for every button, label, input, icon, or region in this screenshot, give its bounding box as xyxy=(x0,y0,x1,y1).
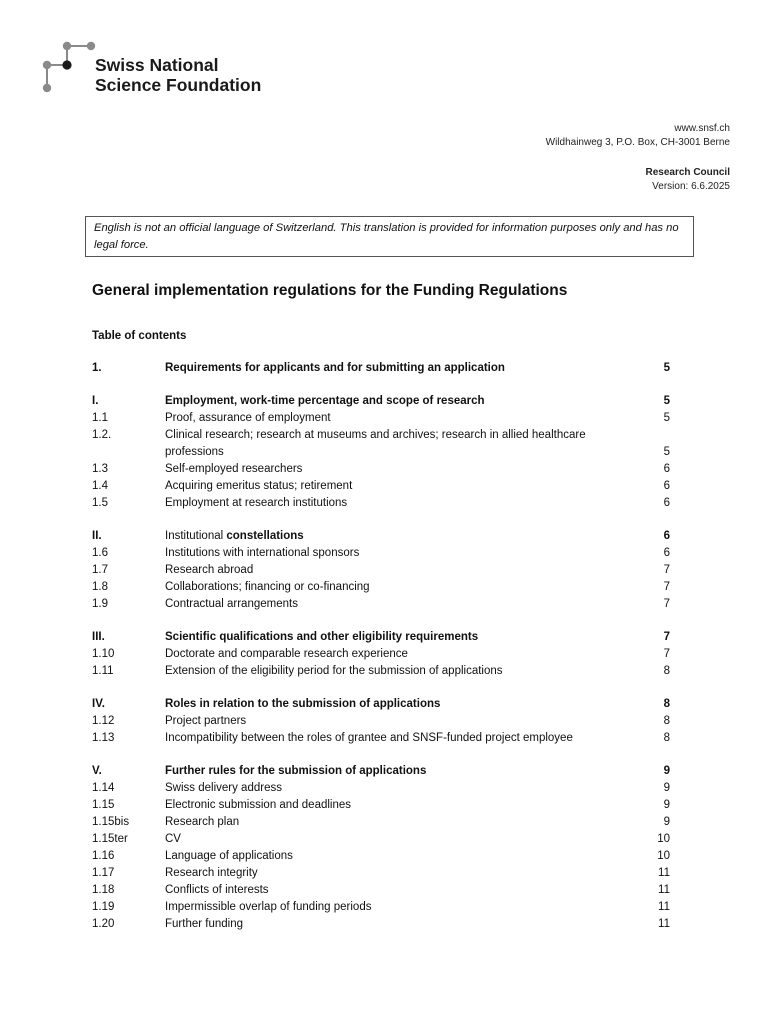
toc-number: 1.5 xyxy=(92,497,108,509)
toc-number: 1.6 xyxy=(92,547,108,559)
toc-number: III. xyxy=(92,631,105,643)
toc-title: Research integrity xyxy=(165,867,258,879)
toc-page: 7 xyxy=(663,581,670,593)
header-meta xyxy=(546,122,730,194)
toc-number: 1.14 xyxy=(92,782,115,794)
toc-number: I. xyxy=(92,395,99,407)
toc-title: Employment at research institutions xyxy=(165,497,348,509)
toc-entry-1-18[interactable] xyxy=(92,882,670,899)
toc-title-part-b: constellations xyxy=(226,530,304,542)
toc-entry-1-15ter[interactable] xyxy=(92,831,670,848)
toc-page: 5 xyxy=(663,412,670,424)
website-link[interactable]: www.snsf.ch xyxy=(674,123,730,134)
toc-entry-1-3[interactable] xyxy=(92,461,670,478)
toc-number: 1.9 xyxy=(92,598,108,610)
toc-number: V. xyxy=(92,765,102,777)
version-label: Version: 6.6.2025 xyxy=(652,181,730,192)
toc-entry-1-16[interactable] xyxy=(92,848,670,865)
toc-page: 11 xyxy=(658,867,670,879)
toc-title: Proof, assurance of employment xyxy=(165,412,331,424)
toc-page: 9 xyxy=(663,816,670,828)
toc-section-V[interactable] xyxy=(92,763,670,780)
toc-title: Acquiring emeritus status; retirement xyxy=(165,480,353,492)
toc-title: Contractual arrangements xyxy=(165,598,298,610)
logo-wordmark xyxy=(95,55,261,95)
toc-page: 11 xyxy=(658,918,670,930)
toc-entry-1-10[interactable] xyxy=(92,646,670,663)
toc-title: Employment, work-time percentage and scope of research xyxy=(165,395,485,407)
toc-number: 1.12 xyxy=(92,715,115,727)
toc-title: Collaborations; financing or co-financing xyxy=(165,581,370,593)
toc-number: 1.11 xyxy=(92,665,114,677)
toc-entry-1-13[interactable] xyxy=(92,730,670,747)
toc-page: 9 xyxy=(663,799,670,811)
toc-page: 6 xyxy=(663,530,670,542)
toc-entry-1-12[interactable] xyxy=(92,713,670,730)
toc-number: 1.15ter xyxy=(92,833,128,845)
toc-page: 9 xyxy=(663,782,670,794)
toc-heading: Table of contents xyxy=(92,330,187,342)
toc-page: 9 xyxy=(663,765,670,777)
toc-section-II[interactable] xyxy=(92,528,670,545)
toc-page: 11 xyxy=(658,901,670,913)
toc-number: 1.2. xyxy=(92,429,112,441)
toc-page: 5 xyxy=(663,446,670,458)
toc-title: Research abroad xyxy=(165,564,254,576)
toc-number: 1. xyxy=(92,362,102,374)
table-of-contents xyxy=(92,360,670,933)
toc-number: 1.18 xyxy=(92,884,115,896)
toc-page: 8 xyxy=(663,715,670,727)
toc-number: 1.13 xyxy=(92,732,115,744)
toc-entry-1-14[interactable] xyxy=(92,780,670,797)
toc-entry-1-4[interactable] xyxy=(92,478,670,495)
toc-entry-1-15bis[interactable] xyxy=(92,814,670,831)
toc-entry-1-20[interactable] xyxy=(92,916,670,933)
toc-number: 1.10 xyxy=(92,648,115,660)
toc-number: 1.17 xyxy=(92,867,115,879)
toc-title: Institutions with international sponsors xyxy=(165,547,360,559)
toc-page: 6 xyxy=(663,497,670,509)
toc-page: 10 xyxy=(657,850,670,862)
toc-title: Scientific qualifications and other eligibility requirements xyxy=(165,631,479,643)
toc-page: 8 xyxy=(663,698,670,710)
toc-page: 7 xyxy=(663,648,670,660)
toc-page: 5 xyxy=(663,395,670,407)
toc-title: Further rules for the submission of applications xyxy=(165,765,427,777)
toc-number: 1.4 xyxy=(92,480,108,492)
postal-address: Wildhainweg 3, P.O. Box, CH-3001 Berne xyxy=(545,137,730,148)
toc-section-IV[interactable] xyxy=(92,696,670,713)
toc-title: Electronic submission and deadlines xyxy=(165,799,352,811)
toc-number: II. xyxy=(92,530,102,542)
toc-number: 1.8 xyxy=(92,581,108,593)
toc-title: Swiss delivery address xyxy=(165,782,282,794)
toc-number: 1.1 xyxy=(92,412,108,424)
research-council-label: Research Council xyxy=(645,167,730,178)
snsf-logo xyxy=(40,38,290,98)
toc-section-III[interactable] xyxy=(92,629,670,646)
toc-title xyxy=(165,528,635,545)
translation-disclaimer: English is not an official language of Switzerland. This translation is provided for information purposes only and has no legal force. xyxy=(85,216,694,257)
logo-line-2: Science Foundation xyxy=(95,75,262,95)
toc-page: 7 xyxy=(663,564,670,576)
toc-entry-1-17[interactable] xyxy=(92,865,670,882)
toc-page: 8 xyxy=(663,665,670,677)
toc-page: 8 xyxy=(663,732,670,744)
toc-page: 10 xyxy=(657,833,670,845)
toc-title: Doctorate and comparable research experience xyxy=(165,648,408,660)
toc-title: Research plan xyxy=(165,816,240,828)
toc-number: 1.15 xyxy=(92,799,115,811)
toc-entry-1-11[interactable] xyxy=(92,663,670,680)
toc-page: 6 xyxy=(663,480,670,492)
toc-number: 1.3 xyxy=(92,463,108,475)
toc-title: Requirements for applicants and for submitting an application xyxy=(165,362,505,374)
toc-page: 6 xyxy=(663,463,670,475)
logo-line-1: Swiss National xyxy=(95,55,219,75)
toc-page: 7 xyxy=(663,598,670,610)
toc-number: IV. xyxy=(92,698,106,710)
toc-title: Project partners xyxy=(165,715,247,727)
toc-number: 1.15bis xyxy=(92,816,130,828)
toc-title: Roles in relation to the submission of applications xyxy=(165,698,441,710)
toc-page: 11 xyxy=(658,884,670,896)
toc-page: 7 xyxy=(663,631,670,643)
toc-title: Impermissible overlap of funding periods xyxy=(165,901,372,913)
toc-entry-1-2[interactable] xyxy=(92,427,670,461)
toc-title: Clinical research; research at museums and archives; research in allied healthcare professions xyxy=(165,429,586,458)
toc-title: Conflicts of interests xyxy=(165,884,269,896)
toc-section-I[interactable] xyxy=(92,393,670,410)
toc-entry-1-15[interactable] xyxy=(92,797,670,814)
toc-entry-1-1[interactable] xyxy=(92,410,670,427)
toc-entry-1-7[interactable] xyxy=(92,562,670,579)
toc-number: 1.16 xyxy=(92,850,115,862)
snsf-logo-mark-icon xyxy=(40,38,100,98)
toc-title: CV xyxy=(165,833,181,845)
toc-title-part-a: Institutional xyxy=(165,530,227,542)
toc-entry-1-5[interactable] xyxy=(92,495,670,512)
toc-title: Language of applications xyxy=(165,850,293,862)
toc-number: 1.7 xyxy=(92,564,108,576)
toc-number: 1.19 xyxy=(92,901,115,913)
toc-page: 6 xyxy=(663,547,670,559)
toc-entry-1-6[interactable] xyxy=(92,545,670,562)
toc-title: Extension of the eligibility period for the submission of applications xyxy=(165,665,503,677)
toc-section-1[interactable] xyxy=(92,360,670,377)
toc-title: Incompatibility between the roles of grantee and SNSF-funded project employee xyxy=(165,732,573,744)
document-title: General implementation regulations for the Funding Regulations xyxy=(92,282,568,299)
toc-entry-1-19[interactable] xyxy=(92,899,670,916)
toc-entry-1-9[interactable] xyxy=(92,596,670,613)
toc-title: Further funding xyxy=(165,918,243,930)
toc-page: 5 xyxy=(663,362,670,374)
toc-entry-1-8[interactable] xyxy=(92,579,670,596)
toc-number: 1.20 xyxy=(92,918,115,930)
toc-title: Self-employed researchers xyxy=(165,463,303,475)
